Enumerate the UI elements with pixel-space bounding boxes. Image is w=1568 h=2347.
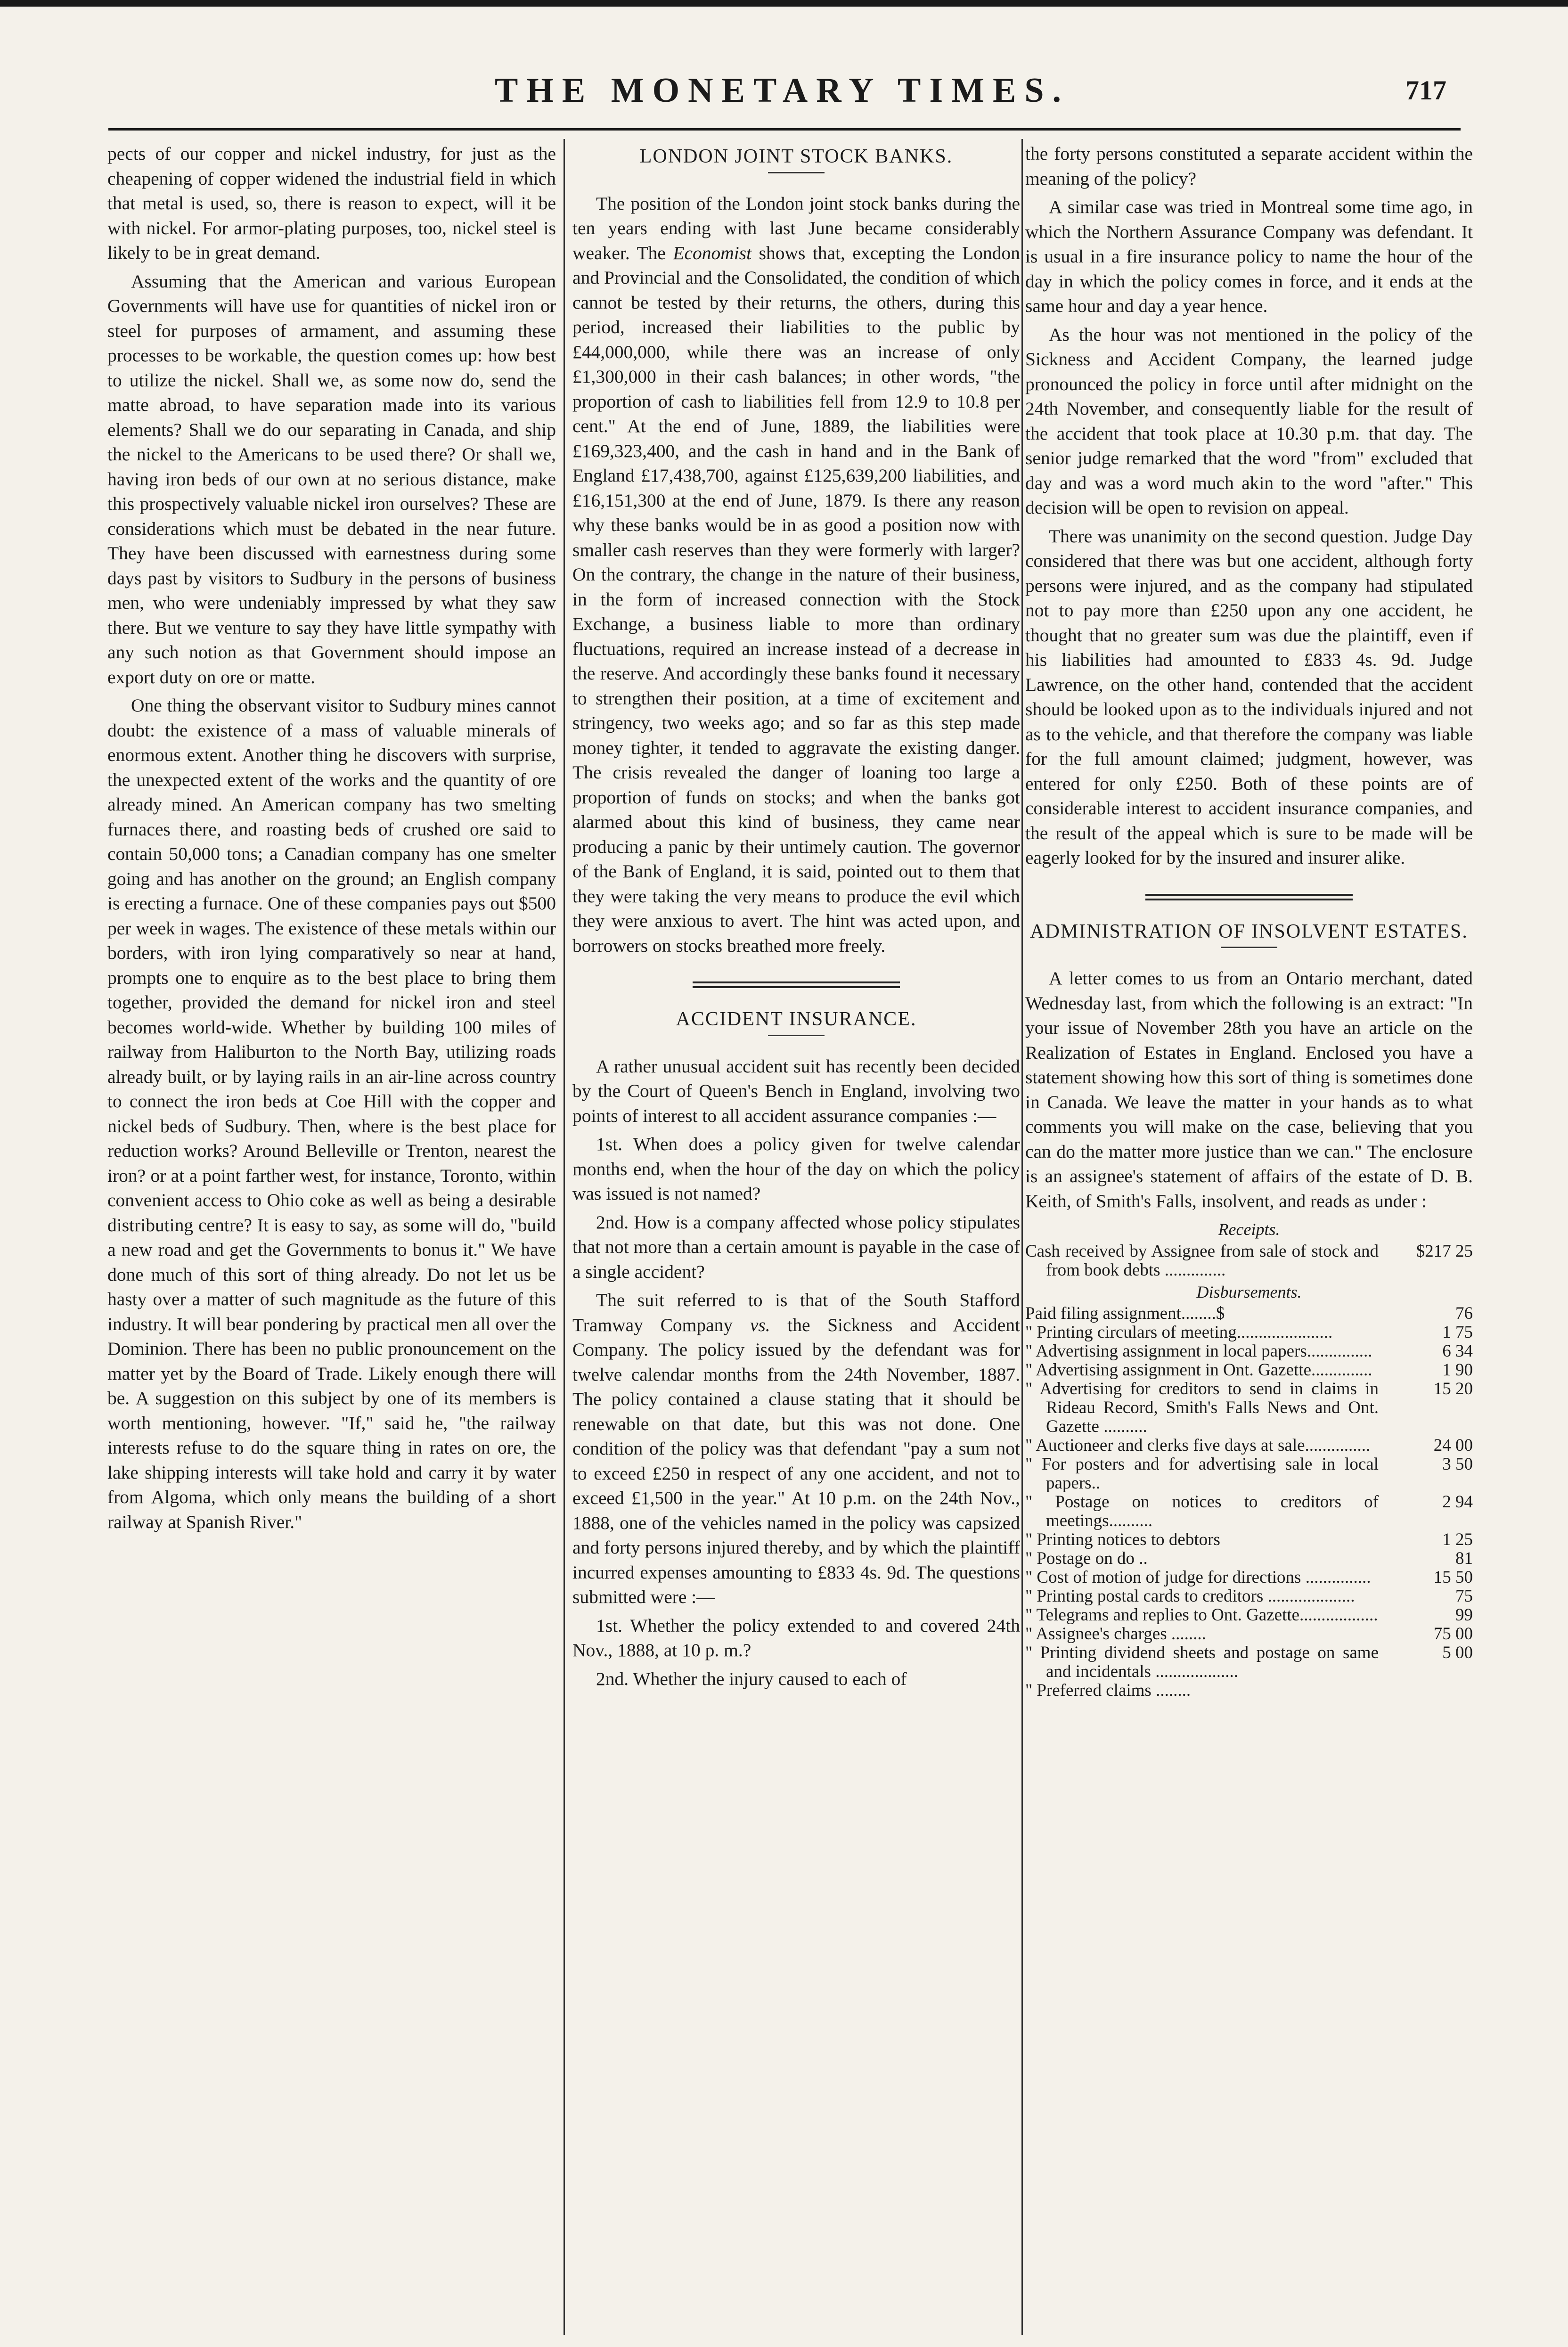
column-divider: [1021, 139, 1023, 2335]
paragraph: A rather unusual accident suit has recently been decided by the Court of Queen's Bench in England, involving two points of interest to all accident assurance companies :—: [572, 1055, 1020, 1126]
column-3: [1025, 141, 1473, 1700]
ledger-amount: 1 75: [1442, 1323, 1473, 1342]
paragraph: the forty persons constituted a separate accident within the meaning of the policy?: [1025, 143, 1473, 189]
ledger-row: [1025, 1455, 1473, 1493]
column-2: [572, 141, 1020, 1695]
paragraph: Assuming that the American and various European Governments will have use for quantities of nickel iron or steel for purposes of armament, and assuming these processes to be workable, the question comes up: how best to utilize the nickel. Shall we, as some now do, send the matte abroad, to have separation made into its various elements? Shall we do our separating in Canada, and ship the nickel to the Americans to be used there? Or shall we, having iron beds of our own at no serious distance, make this prospectively valuable nickel iron ourselves? These are considerations which must be debated in the near future. They have been discussed with earnestness during some days past by visitors to Sudbury in the persons of business men, who were undeniably impressed by what they saw there. But we venture to say they have little sympathy with any such notion as that Government should impose an export duty on ore or matte.: [107, 270, 556, 687]
paragraph: There was unanimity on the second question. Judge Day considered that there was but one accident, although forty persons were injured, and as the company had stipulated not to pay more than £250 upon any one accident, he thought that no greater sum was due the plaintiff, even if his liabilities had amounted to £833 4s. 9d. Judge Lawrence, on the other hand, contended that the accident should be looked upon as to the individuals injured and not as to the vehicle, and that therefore the company was liable for the full amount claimed; judgment, however, was entered for only £250. Both of these points are of considerable interest to accident insurance companies, and the result of the appeal which is sure to be made will be eagerly looked for by the insured and insurer alike.: [1025, 525, 1473, 868]
ledger-amount: 75: [1455, 1586, 1473, 1606]
ledger-amount: 76: [1455, 1304, 1473, 1323]
column-divider: [564, 139, 565, 2335]
publication-name: Economist: [673, 242, 752, 263]
ledger-label: " Assignee's charges ........: [1025, 1624, 1206, 1644]
page-header: [104, 71, 1461, 123]
article-title: ADMINISTRATION OF INSOLVENT ESTATES.: [1030, 920, 1468, 942]
ledger-row: [1025, 1361, 1473, 1380]
ledger-label: " Printing postal cards to creditors ....................: [1025, 1586, 1355, 1606]
ledger-label: Cash received by Assignee from sale of stock and from book debts ..............: [1025, 1241, 1379, 1280]
disbursements-heading: Disbursements.: [1196, 1282, 1302, 1301]
paragraph: [572, 1288, 1020, 1610]
ledger-row: [1025, 1587, 1473, 1606]
ledger-amount: [1379, 1681, 1473, 1700]
section-divider: [693, 981, 900, 988]
ledger-row: [1025, 1342, 1473, 1361]
receipts-table: [1025, 1242, 1473, 1280]
ledger-amount: 81: [1455, 1549, 1473, 1568]
masthead-title: THE MONETARY TIMES.: [495, 71, 1070, 110]
title-rule: [768, 172, 825, 173]
text-run: The position of the London joint stock banks during the ten years ending with last June became considerably weaker. The: [572, 193, 1020, 263]
header-rule: [108, 128, 1461, 131]
ledger-label: " Preferred claims ........: [1025, 1681, 1191, 1700]
ledger-row: [1025, 1681, 1473, 1700]
ledger-row: [1025, 1530, 1473, 1549]
paragraph: 2nd. How is a company affected whose policy stipulates that not more than a certain amount is payable in the case of a single accident?: [572, 1211, 1020, 1282]
paragraph: As the hour was not mentioned in the policy of the Sickness and Accident Company, the learned judge pronounced the policy in force until after midnight on the 24th November, and consequently liable for the result of the accident that took place at 10.30 p.m. that day. The senior judge remarked that the word "from" excluded that day and was a word much akin to the word "after." This decision will be open to revision on appeal.: [1025, 324, 1473, 518]
title-rule: [768, 1035, 825, 1036]
ledger-amount: 15 50: [1433, 1568, 1473, 1587]
ledger-row: [1025, 1436, 1473, 1455]
paragraph: [572, 191, 1020, 958]
ledger-label: " For posters and for advertising sale in local papers..: [1025, 1455, 1379, 1493]
ledger-label: " Printing circulars of meeting......................: [1025, 1323, 1333, 1342]
ledger-amount: 99: [1455, 1605, 1473, 1625]
ledger-row: [1025, 1568, 1473, 1587]
ledger-label: " Auctioneer and clerks five days at sale...............: [1025, 1436, 1371, 1455]
ledger-row: [1025, 1323, 1473, 1342]
ledger-amount: 24 00: [1433, 1436, 1473, 1455]
ledger-row: [1025, 1625, 1473, 1644]
ledger-amount: 1 90: [1442, 1360, 1473, 1380]
ledger-amount: 75 00: [1433, 1624, 1473, 1644]
ledger-amount: 2 94: [1442, 1492, 1473, 1512]
ledger-label: " Advertising for creditors to send in claims in Rideau Record, Smith's Falls News and Ont. Gazette ..........: [1025, 1379, 1379, 1436]
ledger-row: [1025, 1606, 1473, 1625]
ledger-label: " Telegrams and replies to Ont. Gazette..................: [1025, 1605, 1378, 1625]
ledger-label: " Postage on do ..: [1025, 1549, 1148, 1568]
ledger-label: Paid filing assignment........$: [1025, 1304, 1225, 1323]
article-title: ACCIDENT INSURANCE.: [676, 1008, 917, 1030]
ledger-row: [1025, 1304, 1473, 1323]
page-number: 717: [1405, 75, 1446, 106]
article-title: LONDON JOINT STOCK BANKS.: [639, 146, 953, 167]
text-run: The suit referred to is that of the South Stafford Tramway Company: [572, 1290, 1020, 1335]
top-border: [0, 0, 1568, 7]
ledger-label: " Cost of motion of judge for directions ...............: [1025, 1568, 1371, 1587]
column-1: [107, 141, 556, 1538]
text-run-italic: vs.: [750, 1314, 770, 1335]
ledger-amount: 6 34: [1442, 1341, 1473, 1361]
ledger-label: " Printing dividend sheets and postage on same and incidentals ...................: [1025, 1643, 1379, 1681]
paragraph: 1st. When does a policy given for twelve calendar months end, when the hour of the day on which the policy was issued is not named?: [572, 1134, 1020, 1204]
paragraph: A letter comes to us from an Ontario merchant, dated Wednesday last, from which the following is an extract: "In your issue of November 28th you have an article on the Realization of Estates in England. Enclosed you have a statement showing how this sort of thing is sometimes done in Canada. We leave the matter in your hands as to what comments you will make on the case, believing that you can do the matter more justice than we can." The enclosure is an assignee's statement of affairs of the estate of D. B. Keith, of Smith's Falls, insolvent, and reads as under :: [1025, 968, 1473, 1211]
receipts-heading: Receipts.: [1218, 1220, 1280, 1239]
title-rule: [1221, 947, 1277, 948]
ledger-row: [1025, 1493, 1473, 1530]
ledger-amount: 15 20: [1433, 1379, 1473, 1398]
paragraph: 1st. Whether the policy extended to and covered 24th Nov., 1888, at 10 p. m.?: [572, 1615, 1020, 1660]
ledger-label: " Advertising assignment in local papers...............: [1025, 1341, 1372, 1361]
paragraph: One thing the observant visitor to Sudbury mines cannot doubt: the existence of a mass of valuable minerals of enormous extent. Another thing he discovers with surprise, the unexpected extent of the works and the quantity of ore already mined. An American company has two smelting furnaces there, and roasting beds of crushed ore said to contain 50,000 tons; a Canadian company has one smelter going and has another on the ground; an English company is erecting a furnace. One of these companies pays out $500 per week in wages. The existence of these metals within our borders, with iron lying comparatively so near at hand, prompts one to enquire as to the best place to bring them together, provided the demand for nickel iron and steel becomes world-wide. Whether by building 100 miles of railway from Haliburton to the North Bay, utilizing roads already built, or by laying rails in an air-line across country to connect the iron beds at Coe Hill with the copper and nickel beds of Sudbury. Then, where is the best place for reduction works? Around Belleville or Trenton, nearest the iron? or at a point farther west, for instance, Toronto, within convenient access to Ohio coke as well as being a desirable distributing centre? It is easy to say, as some will do, "build a new road and get the Governments to bonus it." We have done much of this sort of thing already. Do not let us be hasty over a matter of such magnitude as the future of this industry. It will bear pondering by practical men all over the Dominion. There has been no public pronouncement on the matter yet by the Board of Trade. Likely enough there will be. A suggestion on this subject by one of its members is worth mentioning, however. "If," said he, "the railway interests refuse to do the square thing in rates on ore, the lake shipping interests will take hold and carry it by water from Algoma, which only means the building of a short railway at Spanish River.": [107, 695, 556, 1532]
ledger-label: " Postage on notices to creditors of meetings..........: [1025, 1492, 1379, 1530]
paragraph: pects of our copper and nickel industry, for just as the cheapening of copper widened the industrial field in which that metal is used, so, there is reason to expect, will it be with nickel. For armor-plating purposes, too, nickel steel is likely to be in great demand.: [107, 143, 556, 263]
ledger-amount: 5 00: [1442, 1643, 1473, 1662]
ledger-amount: 3 50: [1442, 1455, 1473, 1474]
ledger-row: [1025, 1549, 1473, 1568]
ledger-row: [1025, 1242, 1473, 1280]
text-run: the Sickness and Accident Company. The policy issued by the defendant was for twelve calendar months from the 24th November, 1887. The policy contained a clause stating that it should be renewable on that date, but this was not done. One condition of the policy was that defendant "pay a sum not to exceed £250 in respect of any one accident, and not to exceed £1,500 in the year." At 10 p.m. on the 24th Nov., 1888, one of the vehicles named in the policy was capsized and forty persons injured thereby, and by which the plaintiff incurred expenses amounting to £833 4s. 9d. The questions submitted were :—: [572, 1314, 1021, 1607]
ledger-amount: $217 25: [1416, 1241, 1473, 1261]
paragraph: 2nd. Whether the injury caused to each of: [596, 1668, 907, 1689]
section-divider: [1145, 894, 1353, 900]
paragraph: A similar case was tried in Montreal some time ago, in which the Northern Assurance Company was defendant. It is usual in a fire insurance policy to name the hour of the day in which the policy comes in force, and it ends at the same hour and day a year hence.: [1025, 196, 1473, 316]
ledger-label: " Printing notices to debtors: [1025, 1530, 1220, 1549]
ledger-row: [1025, 1380, 1473, 1436]
ledger-label: " Advertising assignment in Ont. Gazette..............: [1025, 1360, 1372, 1380]
ledger-amount: 1 25: [1442, 1530, 1473, 1549]
disbursements-table: [1025, 1304, 1473, 1700]
text-run: shows that, excepting the London and Provincial and the Consolidated, the condition of which cannot be tested by their returns, the others, during this period, increased their liabilities to the public by £44,000,000, while there was an increase of only £1,300,000 in their cash balances; in other words, "the proportion of cash to liabilities fell from 12.9 to 10.8 per cent." At the end of June, 1889, the liabilities were £169,323,400, and the cash in hand and in the Bank of England £17,438,700, against £125,639,200 liabilities, and £16,151,300 at the end of June, 1879. Is there any reason why these banks would be in as good a position now with smaller cash reserves than they were formerly with larger? On the contrary, the change in the nature of their business, in the form of increased connection with the Stock Exchange, a business liable to more than ordinary fluctuations, required an increase instead of a decrease in the reserve. And accordingly these banks found it necessary to strengthen their position, at a time of excitement and stringency, two weeks ago; and so far as this step made money tighter, it tended to aggravate the existing danger. The crisis revealed the danger of loaning too large a proportion of funds on stocks; and when the banks got alarmed about this kind of business, they came near producing a panic by their untimely caution. The governor of the Bank of England, it is said, pointed out to them that they were taking the very means to produce the evil which they were anxious to avert. The hint was acted upon, and borrowers on stocks breathed more freely.: [572, 242, 1021, 956]
ledger-row: [1025, 1644, 1473, 1681]
